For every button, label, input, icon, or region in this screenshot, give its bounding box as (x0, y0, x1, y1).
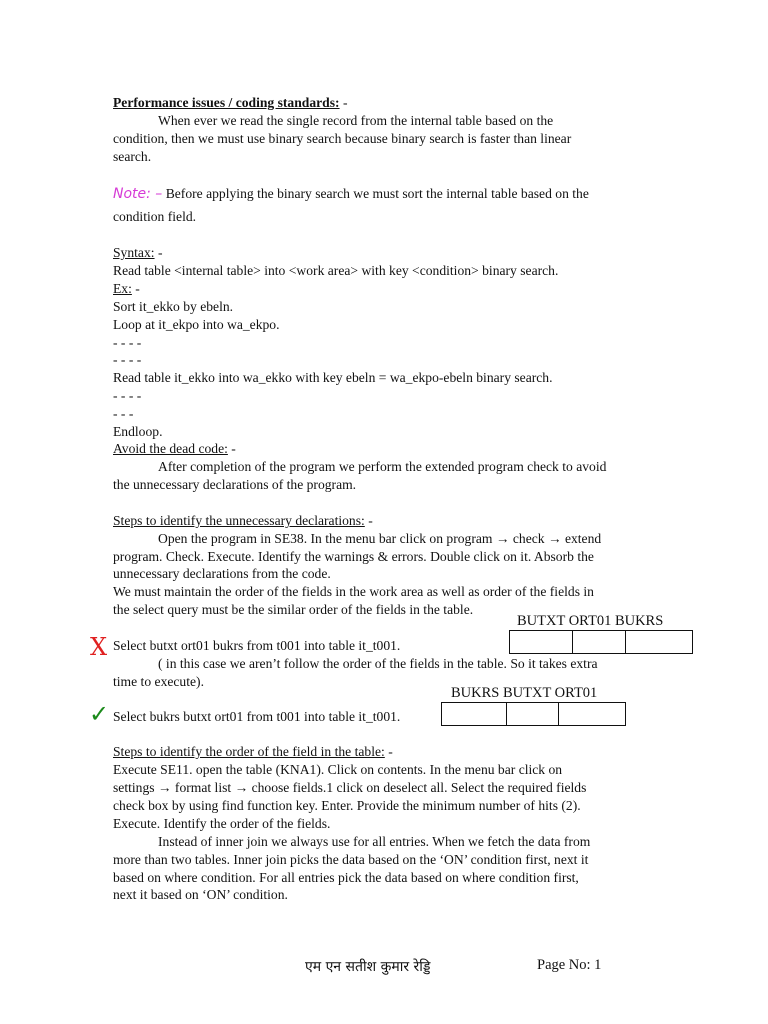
steps2-line: next it based on ‘ON’ condition. (113, 887, 288, 902)
code-line: - - - - (113, 335, 142, 350)
note-label: Note: – (113, 186, 163, 202)
table2-cells (441, 702, 626, 726)
steps2-line: based on where condition. For all entries pick the data based on where condition first, (113, 870, 579, 885)
code-line: - - - - (113, 352, 142, 367)
steps2-line: more than two tables. Inner join picks the data based on the ‘ON’ condition first, next it (113, 852, 589, 867)
table-cell (559, 703, 625, 725)
syntax-line: Read table <internal table> into <work area> with key <condition> binary search. (113, 263, 559, 278)
heading-text: Performance issues / coding standards: (113, 95, 340, 110)
intro-line-3: search. (113, 149, 152, 164)
intro-line-1: When ever we read the single record from the internal table based on the (158, 113, 554, 128)
dead-code-heading: Avoid the dead code: - (113, 441, 236, 456)
dead-code-line-2: the unnecessary declarations of the program. (113, 477, 357, 492)
right-select-line: Select bukrs butxt ort01 from t001 into table it_t001. (113, 709, 401, 724)
syntax-heading: Syntax: - (113, 245, 163, 260)
table1-cells (509, 630, 693, 654)
footer-author: एम एन सतीश कुमार रेड्डि (305, 959, 431, 975)
steps1-line: Open the program in SE38. In the menu bar click on program → check → extend (158, 531, 602, 546)
note-line-2: condition field. (113, 209, 197, 224)
table2-header: BUKRS BUTXT ORT01 (451, 685, 598, 701)
note-paragraph: Note: – Before applying the binary search we must sort the internal table based on the (113, 186, 589, 202)
steps1-line: the select query must be the similar order of the fields in the table. (113, 602, 474, 617)
steps2-line: settings → format list → choose fields.1 click on deselect all. Select the required fields (113, 780, 587, 795)
steps2-line: Instead of inner join we always use for all entries. When we fetch the data from (158, 834, 591, 849)
steps1-heading: Steps to identify the unnecessary declarations: - (113, 513, 373, 528)
table-cell (573, 631, 627, 653)
code-line: Sort it_ekko by ebeln. (113, 299, 234, 314)
dead-code-line-1: After completion of the program we perform the extended program check to avoid (158, 459, 607, 474)
steps1-line: unnecessary declarations from the code. (113, 566, 331, 581)
code-line: Loop at it_ekpo into wa_ekpo. (113, 317, 280, 332)
steps2-line: Execute. Identify the order of the fields. (113, 816, 331, 831)
wrong-explain-line-2: time to execute). (113, 674, 204, 689)
table1-header: BUTXT ORT01 BUKRS (517, 613, 664, 629)
right-mark-icon: ✓ (89, 700, 110, 728)
code-line: - - - - (113, 388, 142, 403)
steps1-line: program. Check. Execute. Identify the warnings & errors. Double click on it. Absorb the (113, 549, 594, 564)
steps2-line: check box by using find function key. Enter. Provide the minimum number of hits (2). (113, 798, 581, 813)
code-line: Read table it_ekko into wa_ekko with key ebeln = wa_ekpo-ebeln binary search. (113, 370, 553, 385)
table-cell (510, 631, 573, 653)
intro-line-2: condition, then we must use binary search because binary search is faster than linear (113, 131, 572, 146)
wrong-mark-icon: X (90, 633, 108, 661)
table-cell (442, 703, 507, 725)
page-heading: Performance issues / coding standards: - (113, 95, 348, 110)
example-heading: Ex: - (113, 281, 140, 296)
steps1-line: We must maintain the order of the fields in the work area as well as order of the fields in (113, 584, 594, 599)
footer-page-number: Page No: 1 (537, 957, 602, 973)
code-line: Endloop. (113, 424, 163, 439)
steps2-line: Execute SE11. open the table (KNA1). Click on contents. In the menu bar click on (113, 762, 563, 777)
table-cell (626, 631, 692, 653)
wrong-select-line: Select butxt ort01 bukrs from t001 into table it_t001. (113, 638, 401, 653)
code-line: - - - (113, 406, 134, 421)
steps2-heading: Steps to identify the order of the field in the table: - (113, 744, 393, 759)
wrong-explain-line-1: ( in this case we aren’t follow the order of the fields in the table. So it takes extra (158, 656, 598, 671)
table-cell (507, 703, 560, 725)
